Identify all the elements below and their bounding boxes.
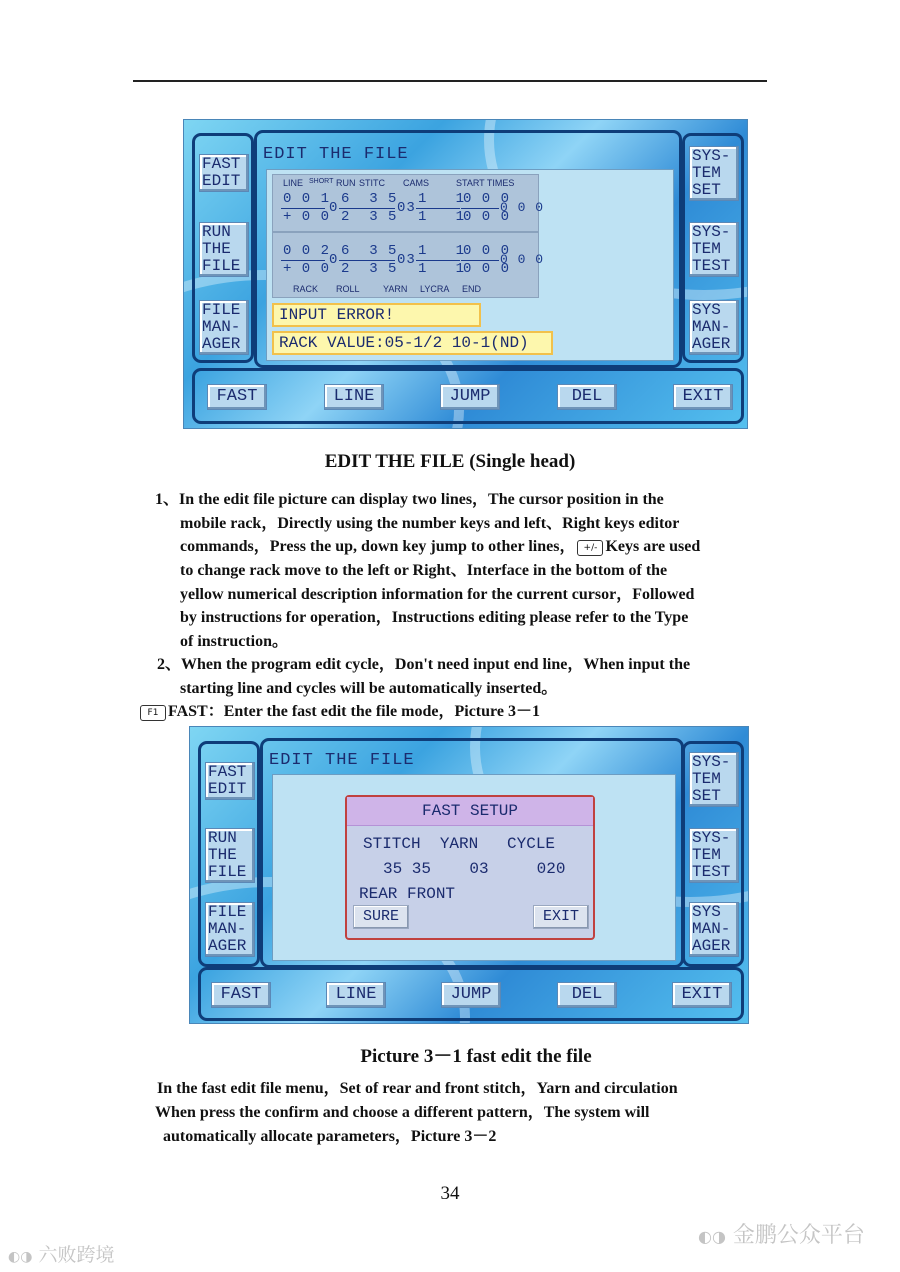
paragraph-1-line-1: 1、In the edit file picture can display two lines，The cursor position in the	[155, 491, 664, 508]
jump-button[interactable]: JUMP	[441, 982, 501, 1008]
fast-edit-button[interactable]: FAST EDIT	[199, 154, 249, 192]
line-offset: + 0 0	[283, 261, 331, 277]
error-message: INPUT ERROR!	[272, 303, 481, 327]
fast-button[interactable]: FAST	[207, 384, 267, 410]
main-area-frame	[260, 738, 684, 968]
left-button-column	[198, 741, 260, 967]
system-manager-button[interactable]: SYS MAN- AGER	[689, 300, 739, 355]
watermark-left	[8, 1240, 115, 1267]
right-button-column	[682, 133, 744, 363]
stitch-bot: 2 3 5	[341, 209, 398, 225]
paragraph-3-line-3: automatically allocate parameters，Picture 3－2	[163, 1128, 497, 1145]
fast-button[interactable]: FAST	[211, 982, 271, 1008]
bottom-button-bar	[192, 368, 744, 424]
fast-mode-line	[140, 700, 540, 724]
screen-title: EDIT THE FILE	[263, 145, 409, 164]
header-label: LINE	[283, 178, 304, 188]
exit-button[interactable]: EXIT	[673, 384, 733, 410]
paragraph-3-line-1: In the fast edit file menu，Set of rear and front stitch，Yarn and circulation	[157, 1080, 678, 1097]
file-manager-button[interactable]: FILE MAN- AGER	[199, 300, 249, 355]
cams-bot: 1 1	[418, 261, 466, 277]
plus-minus-key-icon: +/-	[577, 540, 603, 556]
header-label: CAMS	[403, 178, 430, 188]
screenshot-edit-file	[183, 119, 748, 429]
system-set-button[interactable]: SYS- TEM SET	[689, 146, 739, 201]
paragraph-1-line-2: mobile rack，Directly using the number keys and left、Right keys editor	[180, 515, 680, 532]
figure-caption-1: EDIT THE FILE (Single head)	[324, 451, 576, 472]
f1-key-icon: F1	[140, 705, 166, 721]
main-screen	[266, 169, 674, 361]
line-button[interactable]: LINE	[326, 982, 386, 1008]
header-label: SHORT	[309, 178, 334, 185]
line-offset: + 0 0	[283, 209, 331, 225]
sure-button[interactable]: SURE	[353, 905, 409, 929]
dialog-title: FAST SETUP	[347, 797, 593, 826]
stitch-top: 6 3 5	[341, 191, 398, 207]
screen-title: EDIT THE FILE	[269, 751, 415, 770]
dialog-exit-button[interactable]: EXIT	[533, 905, 589, 929]
header-label: START TIMES	[456, 178, 515, 188]
paragraph-2-line-1: 2、When the program edit cycle，Don't need input end line，When input the	[157, 656, 691, 673]
screenshot-fast-setup	[189, 726, 749, 1024]
cams-top: 1 1	[418, 191, 466, 207]
watermark-right	[698, 1218, 865, 1249]
paragraph-3-line-2: When press the confirm and choose a different pattern，The system will	[155, 1104, 650, 1121]
rack-value-info: RACK VALUE:05-1/2 10-1(ND)	[272, 331, 553, 355]
stitch-bot: 2 3 5	[341, 261, 398, 277]
line-number: 0 0 2	[283, 243, 331, 259]
system-manager-button[interactable]: SYS MAN- AGER	[689, 902, 739, 957]
dialog-headers: STITCH YARN CYCLE	[363, 835, 556, 853]
line-number: 0 0 1	[283, 191, 331, 207]
footer-label: YARN	[383, 284, 408, 294]
command-line-1[interactable]	[272, 174, 545, 232]
yarn-value: 03	[397, 252, 416, 268]
footer-label: END	[462, 284, 482, 294]
header-rule	[133, 80, 767, 82]
cams-bot: 1 1	[418, 209, 466, 225]
right-button-column	[682, 741, 744, 967]
paragraph-2-line-2: starting line and cycles will be automatically inserted。	[180, 680, 558, 697]
wechat-icon: ◐◑	[698, 1227, 726, 1246]
del-button[interactable]: DEL	[557, 384, 617, 410]
left-button-column	[192, 133, 254, 363]
cams-top: 1 1	[418, 243, 466, 259]
run-file-button[interactable]: RUN THE FILE	[199, 222, 249, 277]
footer-label: ROLL	[336, 284, 360, 294]
footer-label: RACK	[293, 284, 319, 294]
start-top: 0 0 0	[463, 243, 511, 259]
page-number: 34	[440, 1183, 460, 1204]
dialog-values[interactable]: 35 35 03 020	[383, 860, 566, 878]
header-label: STITC	[359, 178, 385, 188]
system-set-button[interactable]: SYS- TEM SET	[689, 752, 739, 807]
paragraph-1-line-5: yellow numerical description information for the current cursor，Followed	[180, 586, 695, 603]
start-bot: 0 0 0	[463, 261, 511, 277]
main-screen	[272, 774, 676, 961]
end-value: 0 0 0	[500, 200, 545, 215]
command-line-2[interactable]	[272, 232, 545, 298]
rack-value[interactable]: 0	[329, 200, 339, 216]
run-file-button[interactable]: RUN THE FILE	[205, 828, 255, 883]
paragraph-1-line-4: to change rack move to the left or Right、Interface in the bottom of the	[180, 562, 668, 579]
rack-value[interactable]: 0	[329, 252, 339, 268]
bottom-button-bar	[198, 967, 744, 1021]
paragraph-1-line-6: by instructions for operation，Instructions editing please refer to the Type	[180, 609, 689, 626]
end-value: 0 0 0	[500, 252, 545, 267]
figure-caption-2: Picture 3－1 fast edit the file	[360, 1046, 592, 1067]
del-button[interactable]: DEL	[557, 982, 617, 1008]
start-bot: 0 0 0	[463, 209, 511, 225]
stitch-top: 6 3 5	[341, 243, 398, 259]
fast-edit-button[interactable]: FAST EDIT	[205, 762, 255, 800]
header-label: RUN	[336, 178, 356, 188]
system-test-button[interactable]: SYS- TEM TEST	[689, 222, 739, 277]
wechat-icon: ◐◑	[8, 1249, 33, 1265]
paragraph-1-line-3-text: commands，Press the up, down key jump to other lines，	[180, 538, 576, 555]
start-top: 0 0 0	[463, 191, 511, 207]
watermark-left-text: 六败跨境	[38, 1244, 115, 1266]
system-test-button[interactable]: SYS- TEM TEST	[689, 828, 739, 883]
paragraph-1-line-3-tail: Keys are used	[605, 538, 701, 555]
paragraph-1-line-3	[180, 535, 700, 559]
jump-button[interactable]: JUMP	[440, 384, 500, 410]
yarn-value: 03	[397, 200, 416, 216]
line-button[interactable]: LINE	[324, 384, 384, 410]
file-manager-button[interactable]: FILE MAN- AGER	[205, 902, 255, 957]
exit-button[interactable]: EXIT	[672, 982, 732, 1008]
paragraph-1-line-7: of instruction。	[180, 633, 289, 650]
watermark-right-text: 金鹏公众平台	[732, 1223, 865, 1248]
fast-mode-text: FAST：Enter the fast edit the file mode，Picture 3－1	[168, 703, 540, 720]
main-area-frame	[254, 130, 682, 368]
footer-label: LYCRA	[420, 284, 450, 294]
fast-setup-dialog	[345, 795, 595, 940]
dialog-sublabel: REAR FRONT	[359, 885, 456, 903]
